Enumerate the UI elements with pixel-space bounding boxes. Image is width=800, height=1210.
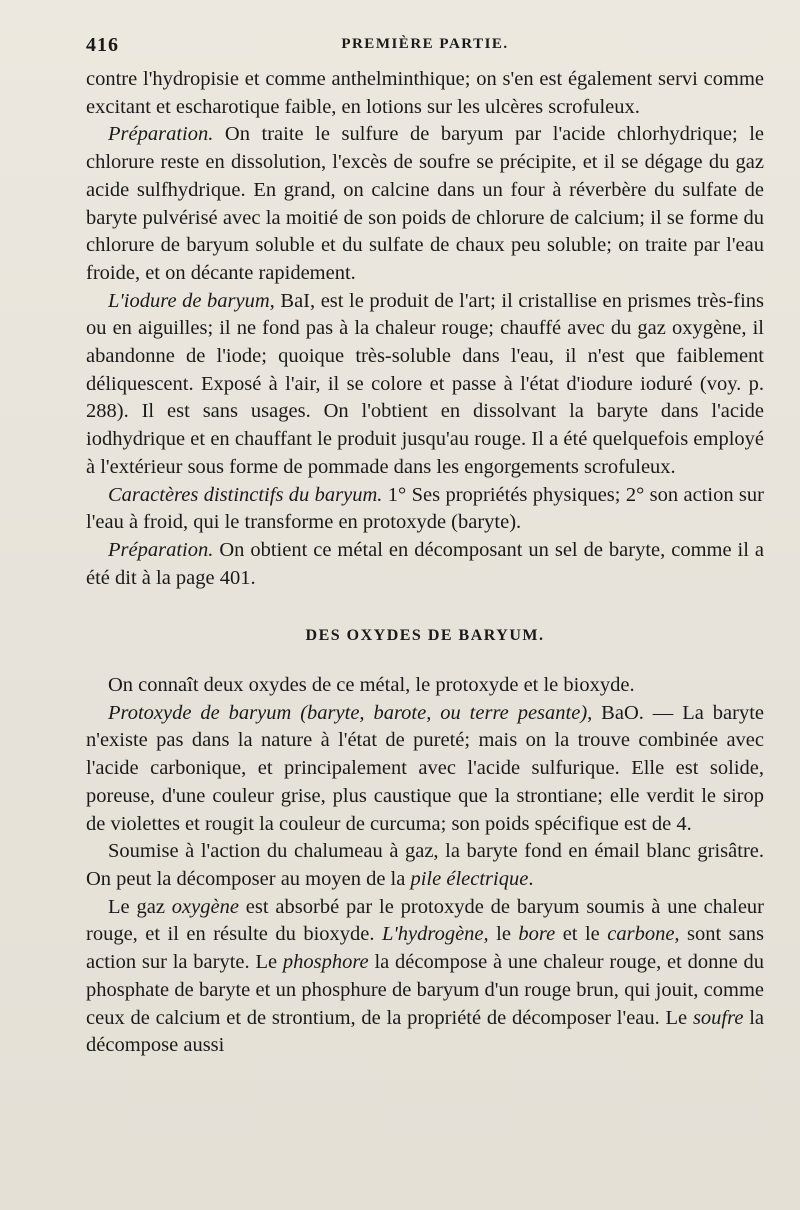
section-title: DES OXYDES DE BARYUM. — [305, 627, 545, 645]
paragraph-lead: Préparation. — [108, 538, 214, 561]
body-text — [86, 66, 764, 1060]
paragraph-lead: Préparation. — [108, 123, 214, 146]
paragraph-4: Caractères distinctifs du baryum. 1° Ses propriétés physiques; 2° son action sur l'eau à froid, qui le transforme en protoxyde (baryte). — [86, 483, 764, 534]
paragraph-5: Préparation. On obtient ce métal en décomposant un sel de baryte, comme il a été dit à la page 401. — [86, 538, 764, 589]
paragraph-lead: L'iodure de baryum, — [108, 289, 275, 312]
paragraph-2: Préparation. On traite le sulfure de baryum par l'acide chlorhydrique; le chlorure reste en dissolution, l'excès de soufre se précipite, et il se dégage du gaz acide sulfhydrique. En grand, on calcine dans un four à réverbère du sulfate de baryte pulvérisé avec la moitié de son poids de chlorure de calcium; il se forme du chlorure de baryum soluble et du sulfate de chaux peu soluble; on traite par l'eau froide, et on décante rapidement. — [86, 123, 764, 284]
page-number: 416 — [86, 34, 119, 56]
paragraph-lead: Caractères distinctifs du baryum. — [108, 483, 383, 506]
paragraph-8: Soumise à l'action du chalumeau à gaz, la baryte fond en émail blanc grisâtre. On peut la décomposer au moyen de la pile électrique. — [86, 840, 764, 890]
paragraph-lead: Protoxyde de baryum (baryte, barote, ou terre pesante), — [108, 701, 593, 724]
paragraph-9: Le gaz oxygène est absorbé par le protoxyde de baryum soumis à une chaleur rouge, et il en résulte du bioxyde. L'hydrogène, le bore et le carbone, sont sans action sur la baryte. Le phosphore la décompose à une chaleur rouge, et donne du phosphate de baryte et un phosphure de baryum d'un rouge brun, qui jouit, comme ceux de calcium et de strontium, de la propriété de décomposer l'eau. Le soufre la décompose aussi — [86, 895, 765, 1057]
page-header — [86, 32, 764, 66]
running-head: PREMIÈRE PARTIE. — [341, 36, 509, 52]
paragraph-3: L'iodure de baryum, BaI, est le produit de l'art; il cristallise en prismes très-fins ou en aiguilles; il ne fond pas à la chaleur rouge; chauffé avec du gaz oxygène, il abandonne de l'iode; quoique très-soluble dans l'eau, il n'est que faiblement déliquescent. Exposé à l'air, il se colore et passe à l'état d'iodure ioduré (voy. p. 288). Il est sans usages. On l'obtient en dissolvant la baryte dans l'acide iodhydrique et en chauffant le produit jusqu'au rouge. Il a été quelquefois employé à l'extérieur sous forme de pommade dans les engorgements scrofuleux. — [86, 289, 764, 478]
paragraph-6: On connaît deux oxydes de ce métal, le protoxyde et le bioxyde. — [108, 674, 635, 697]
paragraph-7: Protoxyde de baryum (baryte, barote, ou terre pesante), BaO. — La baryte n'existe pas dans la nature à l'état de pureté; mais on la trouve combinée avec l'acide carbonique, et principalement avec l'acide sulfurique. Elle est solide, poreuse, d'une couleur grise, plus caustique que la strontiane; elle verdit le sirop de violettes et rougit la couleur de curcuma; son poids spécifique est de 4. — [86, 701, 764, 835]
paragraph-1: contre l'hydropisie et comme anthelminthique; on s'en est également servi comme excitant et escharotique faible, en lotions sur les ulcères scrofuleux. — [86, 68, 764, 118]
